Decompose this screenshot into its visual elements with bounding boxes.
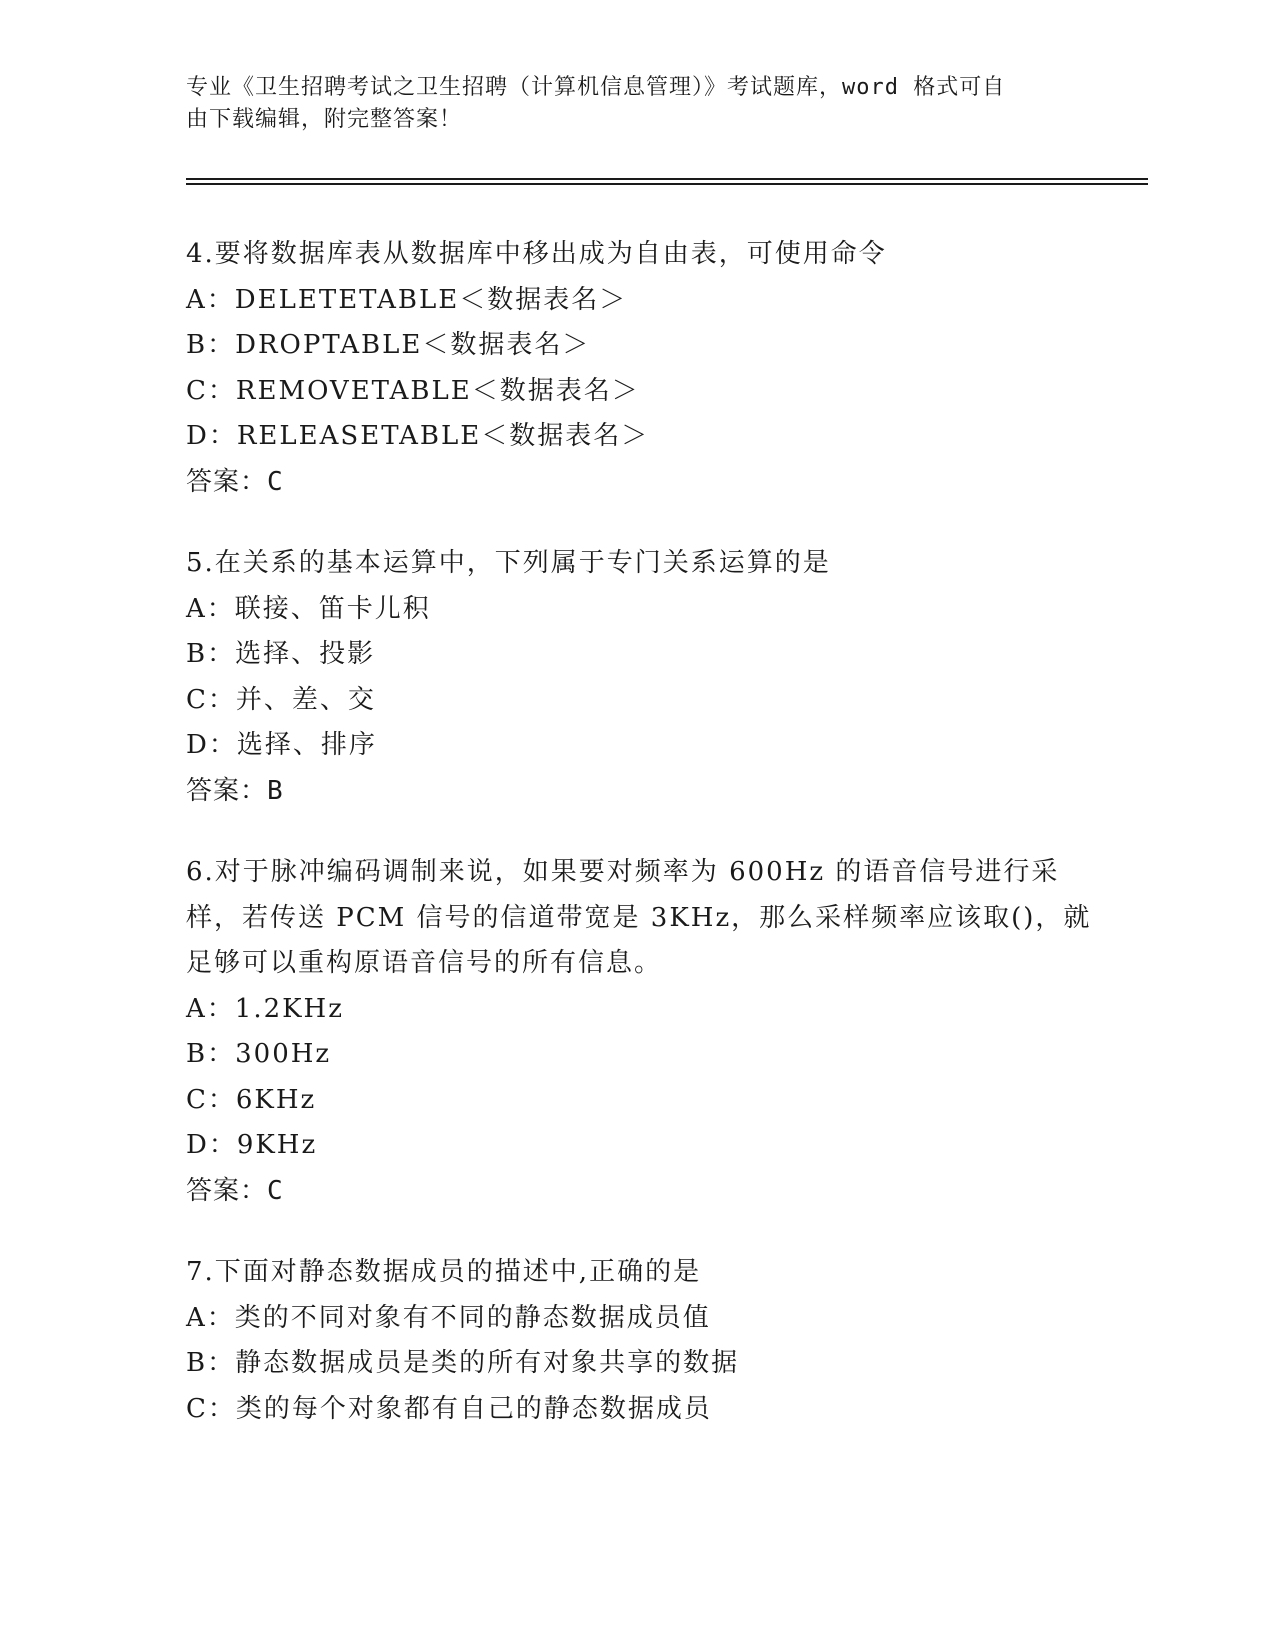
- document-header: [186, 72, 1086, 136]
- question-stem: 7.下面对静态数据成员的描述中,正确的是: [186, 1257, 702, 1287]
- question-stem-line-3: 足够可以重构原语音信号的所有信息。: [186, 948, 663, 978]
- option-c: C：类的每个对象都有自己的静态数据成员: [186, 1393, 712, 1424]
- option-d: D：选择、排序: [186, 730, 377, 760]
- option-d: D：RELEASETABLE＜数据表名＞: [186, 421, 650, 451]
- question-stem: 4.要将数据库表从数据库中移出成为自由表，可使用命令: [186, 239, 887, 269]
- question-6: [186, 850, 1092, 1214]
- option-b: B：静态数据成员是类的所有对象共享的数据: [186, 1348, 740, 1378]
- option-b: B：DROPTABLE＜数据表名＞: [186, 330, 591, 360]
- question-5: [186, 541, 1086, 814]
- option-c: C：REMOVETABLE＜数据表名＞: [186, 375, 640, 406]
- option-a: A：联接、笛卡儿积: [186, 593, 431, 624]
- option-d: D：9KHz: [186, 1130, 318, 1160]
- option-a: A：1.2KHz: [186, 993, 344, 1024]
- question-4: [186, 232, 1086, 505]
- option-b: B：选择、投影: [186, 639, 376, 669]
- question-list: [186, 232, 1092, 1468]
- answer-label: 答案：C: [186, 466, 284, 497]
- question-stem: 5.在关系的基本运算中，下列属于专门关系运算的是: [186, 548, 831, 578]
- option-b: B：300Hz: [186, 1039, 332, 1069]
- header-divider-bottom: [186, 183, 1148, 185]
- question-stem-line-1: 6.对于脉冲编码调制来说，如果要对频率为 600Hz 的语音信号进行采: [186, 857, 1060, 887]
- header-divider-top: [186, 178, 1148, 180]
- question-stem-line-2: 样，若传送 PCM 信号的信道带宽是 3KHz，那么采样频率应该取()，就: [186, 902, 1092, 933]
- answer-label: 答案：B: [186, 775, 284, 806]
- question-7: [186, 1250, 1086, 1432]
- option-c: C：6KHz: [186, 1084, 317, 1115]
- option-a: A：DELETETABLE＜数据表名＞: [186, 284, 628, 315]
- option-c: C：并、差、交: [186, 684, 376, 715]
- answer-label: 答案：C: [186, 1175, 284, 1206]
- option-a: A：类的不同对象有不同的静态数据成员值: [186, 1302, 711, 1333]
- header-line-1: 专业《卫生招聘考试之卫生招聘（计算机信息管理）》考试题库，word 格式可自: [186, 75, 1006, 100]
- header-line-2: 由下载编辑，附完整答案！: [186, 107, 463, 132]
